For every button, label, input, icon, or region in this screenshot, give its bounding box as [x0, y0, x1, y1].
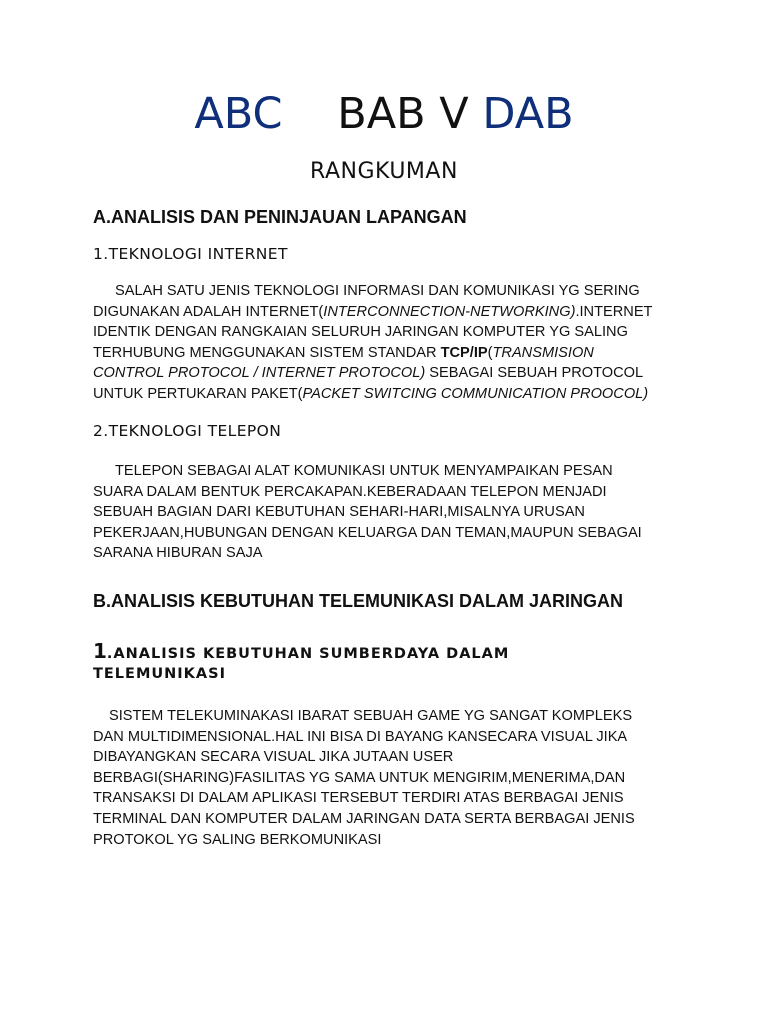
paragraph-line: BERBAGI(SHARING)FASILITAS YG SAMA UNTUK MENGIRIM,MENERIMA,DAN: [93, 769, 626, 786]
paragraph-line: SARANA HIBURAN SAJA: [93, 545, 263, 562]
paragraph-line: DIBAYANGKAN SECARA VISUAL JIKA JUTAAN USER: [93, 749, 454, 766]
section-a2-paragraph: [93, 461, 683, 564]
section-b-heading: B.ANALISIS KEBUTUHAN TELEMUNIKASI DALAM JARINGAN: [93, 591, 623, 611]
paragraph-line: SUARA DALAM BENTUK PERCAKAPAN.KEBERADAAN TELEPON MENJADI: [93, 483, 607, 500]
paragraph-line: CONTROL PROTOCOL / INTERNET PROTOCOL) SEBAGAI SEBUAH PROTOCOL: [93, 365, 644, 382]
paragraph-line: PEKERJAAN,HUBUNGAN DENGAN KELUARGA DAN TEMAN,MAUPUN SEBAGAI: [93, 524, 642, 541]
paragraph-line: UNTUK PERTUKARAN PAKET(PACKET SWITCING COMMUNICATION PROOCOL): [93, 385, 649, 402]
paragraph-line: SISTEM TELEKUMINAKASI IBARAT SEBUAH GAME YG SANGAT KOMPLEKS: [109, 708, 633, 724]
section-a2-heading: 2.TEKNOLOGI TELEPON: [93, 422, 282, 440]
paragraph-line: TERHUBUNG MENGGUNAKAN SISTEM STANDAR TCP/IP(TRANSMISION: [93, 344, 594, 361]
title-dab: DAB: [482, 89, 574, 139]
section-b1-paragraph: [93, 706, 683, 850]
paragraph-line: TELEPON SEBAGAI ALAT KOMUNIKASI UNTUK MENYAMPAIKAN PESAN: [115, 463, 613, 479]
section-a-heading: A.ANALISIS DAN PENINJAUAN LAPANGAN: [93, 207, 467, 227]
page-title: [0, 86, 768, 142]
paragraph-line: DAN MULTIDIMENSIONAL.HAL INI BISA DI BAYANG KANSECARA VISUAL JIKA: [93, 728, 628, 745]
paragraph-line: SALAH SATU JENIS TEKNOLOGI INFORMASI DAN KOMUNIKASI YG SERING: [115, 283, 640, 299]
section-a1-paragraph: [93, 281, 683, 405]
paragraph-line: PROTOKOL YG SALING BERKOMUNIKASI: [93, 831, 382, 848]
paragraph-line: DIGUNAKAN ADALAH INTERNET(INTERCONNECTION-NETWORKING).INTERNET: [93, 303, 653, 320]
paragraph-line: IDENTIK DENGAN RANGKAIAN SELURUH JARINGAN KOMPUTER YG SALING: [93, 324, 628, 341]
section-a1-heading: 1.TEKNOLOGI INTERNET: [93, 245, 288, 263]
paragraph-line: TRANSAKSI DI DALAM APLIKASI TERSEBUT TERDIRI ATAS BERBAGAI JENIS: [93, 790, 624, 807]
title-abc: ABC: [194, 89, 283, 139]
title-bab: BAB V: [337, 89, 469, 139]
section-b1-heading: 1.ANALISIS KEBUTUHAN SUMBERDAYA DALAM TELEMUNIKASI: [93, 639, 510, 682]
paragraph-line: TERMINAL DAN KOMPUTER DALAM JARINGAN DATA SERTA BERBAGAI JENIS: [93, 810, 635, 827]
paragraph-line: SEBUAH BAGIAN DARI KEBUTUHAN SEHARI-HARI,MISALNYA URUSAN: [93, 504, 585, 521]
page-subtitle: RANGKUMAN: [310, 159, 458, 184]
